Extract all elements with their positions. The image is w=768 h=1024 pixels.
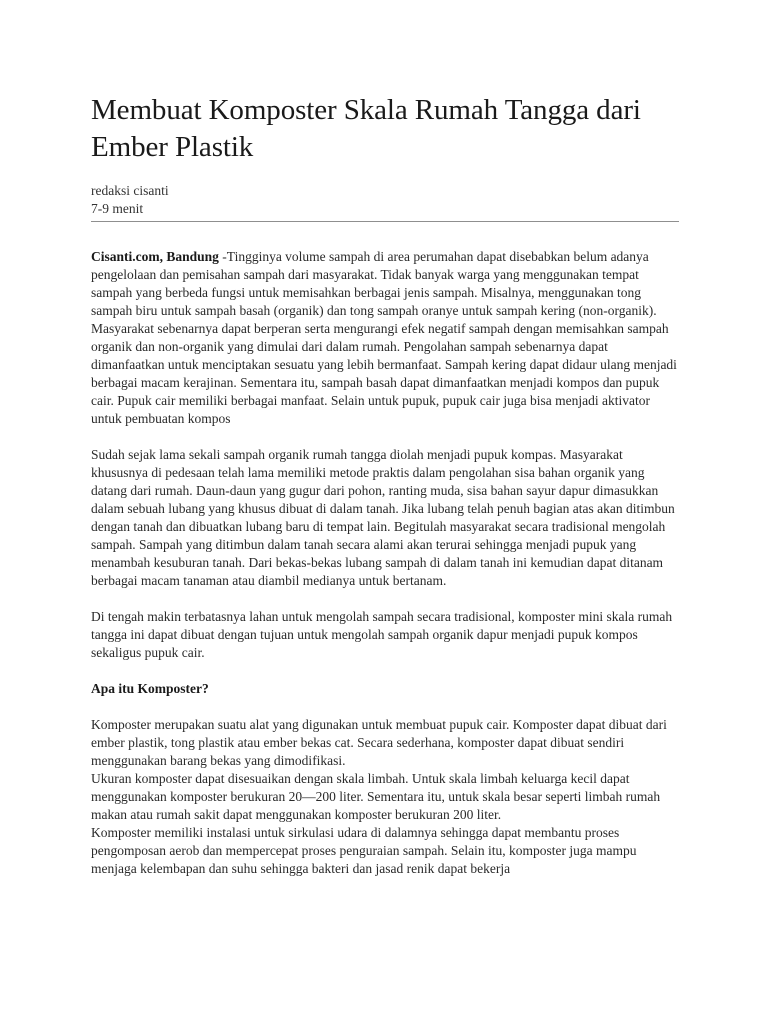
section-heading: Apa itu Komposter?: [91, 681, 209, 696]
intro-text: -Tingginya volume sampah di area perumahan dapat disebabkan belum adanya pengelolaan dan pemisahan sampah dari masyarakat. Tidak banyak warga yang menggunakan tempat sampah yang berbeda fungsi untuk memisahkan berbagai jenis sampah. Misalnya, menggunakan tong sampah biru untuk sampah basah (organik) dan tong sampah oranye untuk sampah kering (non-organik).: [91, 249, 657, 318]
paragraph-spacer: [91, 590, 681, 608]
article: [91, 92, 681, 878]
meta-divider: [91, 221, 679, 222]
article-body: [91, 248, 681, 878]
article-title: Membuat Komposter Skala Rumah Tangga dari Ember Plastik: [91, 94, 641, 163]
paragraph: Di tengah makin terbatasnya lahan untuk mengolah sampah secara tradisional, komposter mini skala rumah tangga ini dapat dibuat dengan tujuan untuk mengolah sampah organik dapur menjadi pupuk kompos sekaligus pupuk cair.: [91, 609, 673, 660]
paragraph: Ukuran komposter dapat disesuaikan dengan skala limbah. Untuk skala limbah keluarga kecil dapat menggunakan komposter berukuran 20—200 liter. Sementara itu, untuk skala besar seperti limbah rumah makan atau rumah sakit dapat menggunakan komposter berukuran 200 liter.: [91, 771, 661, 822]
read-time: 7-9 menit: [91, 201, 144, 216]
paragraph: Masyarakat sebenarnya dapat berperan serta mengurangi efek negatif sampah dengan memisahkan sampah organik dan non-organik yang dimulai dari dalam rumah. Pengolahan sampah sebenarnya dapat dimanfaatkan untuk menciptakan sesuatu yang lebih bermanfaat. Sampah kering dapat didaur ulang menjadi berbagai macam kerajinan. Sementara itu, sampah basah dapat dimanfaatkan menjadi kompos dan pupuk cair. Pupuk cair memiliki berbagai manfaat. Selain untuk pupuk, pupuk cair juga bisa menjadi aktivator untuk pembuatan kompos: [91, 321, 677, 426]
paragraph-spacer: [91, 428, 681, 446]
author-name: redaksi cisanti: [91, 183, 169, 198]
paragraph: Sudah sejak lama sekali sampah organik rumah tangga diolah menjadi pupuk kompas. Masyarakat khususnya di pedesaan telah lama memiliki metode praktis dalam pengolahan sisa bahan organik yang datang dari rumah. Daun-daun yang gugur dari pohon, ranting muda, sisa bahan sayur dapur dimasukkan dalam sebuah lubang yang khusus dibuat di dalam tanah. Jika lubang telah penuh bagian atas akan ditimbun dengan tanah dan dibuatkan lubang baru di tempat lain. Begitulah masyarakat secara tradisional mengolah sampah. Sampah yang ditimbun dalam tanah secara alami akan terurai sehingga menjadi pupuk yang menambah kesuburan tanah. Dari bekas-bekas lubang sampah di dalam tanah ini kemudian dapat ditanam berbagai macam tanaman atau diambil medianya untuk bertanam.: [91, 447, 675, 588]
paragraph-spacer: [91, 698, 681, 716]
paragraph: Komposter memiliki instalasi untuk sirkulasi udara di dalamnya sehingga dapat membantu proses pengomposan aerob dan mempercepat proses penguraian sampah. Selain itu, komposter juga mampu menjaga kelembapan dan suhu sehingga bakteri dan jasad renik dapat bekerja: [91, 825, 637, 876]
article-meta: [91, 182, 681, 218]
paragraph-spacer: [91, 662, 681, 680]
dateline: Cisanti.com, Bandung: [91, 249, 219, 264]
paragraph-intro: [91, 248, 681, 320]
paragraph: Komposter merupakan suatu alat yang digunakan untuk membuat pupuk cair. Komposter dapat dibuat dari ember plastik, tong plastik atau ember bekas cat. Secara sederhana, komposter dapat dibuat sendiri menggunakan barang bekas yang dimodifikasi.: [91, 717, 667, 768]
